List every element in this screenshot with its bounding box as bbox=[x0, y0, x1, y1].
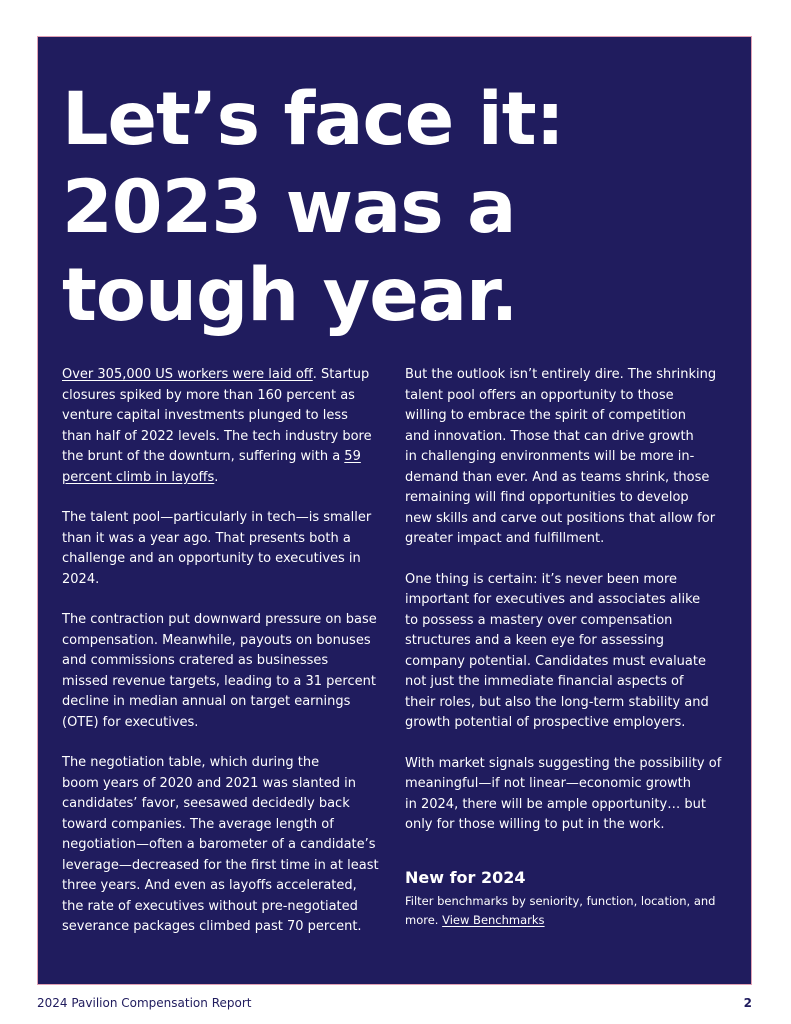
text-line: (OTE) for executives. bbox=[62, 714, 199, 730]
text-line: remaining will find opportunities to develop bbox=[405, 490, 689, 505]
paragraph-outlook bbox=[405, 365, 735, 550]
callout-description bbox=[405, 892, 735, 930]
text-line: But the outlook isn’t entirely dire. The shrinking bbox=[405, 367, 717, 382]
text-line: boom years of 2020 and 2021 was slanted in bbox=[62, 775, 356, 791]
text-line: than half of 2022 levels. The tech industry bore bbox=[62, 428, 372, 444]
layoff-climb-link-part2[interactable]: percent climb in layoffs bbox=[62, 469, 215, 485]
text-line: closures spiked by more than 160 percent as bbox=[62, 387, 355, 403]
text-line: leverage—decreased for the first time in at least bbox=[62, 857, 379, 873]
text-line: negotiation—often a barometer of a candidate’s bbox=[62, 837, 376, 852]
text-line: their roles, but also the long-term stability and bbox=[405, 694, 709, 710]
view-benchmarks-link[interactable]: View Benchmarks bbox=[442, 913, 545, 927]
text-line: challenge and an opportunity to executives in bbox=[62, 551, 361, 566]
text-line: three years. And even as layoffs accelerated, bbox=[62, 878, 357, 893]
text-line: missed revenue targets, leading to a 31 percent bbox=[62, 673, 376, 689]
text-line: not just the immediate financial aspects of bbox=[405, 674, 684, 689]
text-line: candidates’ favor, seesawed decidedly back bbox=[62, 796, 350, 811]
text-line: and innovation. Those that can drive growth bbox=[405, 428, 694, 444]
page-number: 2 bbox=[743, 996, 752, 1010]
text-line bbox=[62, 365, 382, 386]
text-line: than it was a year ago. That presents both a bbox=[62, 530, 351, 546]
right-column bbox=[405, 365, 735, 856]
text-line: demand than ever. And as teams shrink, those bbox=[405, 469, 710, 485]
text-line: talent pool offers an opportunity to those bbox=[405, 387, 674, 403]
text-fragment: the brunt of the downturn, suffering with a bbox=[62, 449, 345, 464]
layoff-climb-link-part1[interactable]: 59 bbox=[344, 449, 361, 464]
text-line: 2024. bbox=[62, 571, 100, 587]
text-line: Filter benchmarks by seniority, function, location, and bbox=[405, 894, 716, 908]
text-line: structures and a keen eye for assessing bbox=[405, 633, 665, 648]
text-line: With market signals suggesting the possibility of bbox=[405, 755, 722, 771]
text-line: greater impact and fulfillment. bbox=[405, 531, 605, 546]
text-line: in 2024, there will be ample opportunity… but bbox=[405, 796, 706, 812]
text-fragment: . Startup bbox=[312, 367, 370, 382]
text-line: The talent pool—particularly in tech—is smaller bbox=[62, 510, 372, 525]
paragraph-layoffs bbox=[62, 365, 382, 488]
text-line: compensation. Meanwhile, payouts on bonuses bbox=[62, 632, 371, 648]
text-fragment: more. bbox=[405, 913, 443, 927]
page-footer bbox=[37, 994, 752, 1012]
headline-line: tough year. bbox=[62, 253, 518, 338]
callout-title: New for 2024 bbox=[405, 868, 526, 887]
text-line: One thing is certain: it’s never been more bbox=[405, 571, 678, 587]
paragraph-talent-pool bbox=[62, 508, 382, 590]
text-line bbox=[405, 911, 735, 930]
left-column bbox=[62, 365, 382, 958]
text-line: The contraction put downward pressure on base bbox=[62, 612, 377, 627]
text-line bbox=[62, 447, 382, 468]
text-line: The negotiation table, which during the bbox=[62, 755, 320, 770]
paragraph-market-signals bbox=[405, 754, 735, 836]
text-line: severance packages climbed past 70 percent. bbox=[62, 919, 362, 934]
text-line: to possess a mastery over compensation bbox=[405, 612, 673, 628]
text-line: in challenging environments will be more in- bbox=[405, 449, 695, 464]
text-line: company potential. Candidates must evaluate bbox=[405, 653, 706, 669]
new-for-2024-callout bbox=[405, 866, 735, 930]
text-line: meaningful—if not linear—economic growth bbox=[405, 776, 691, 791]
paragraph-negotiation bbox=[62, 753, 382, 938]
text-line: and commissions cratered as businesses bbox=[62, 653, 329, 668]
text-line: new skills and carve out positions that allow for bbox=[405, 510, 716, 526]
report-title: 2024 Pavilion Compensation Report bbox=[37, 996, 252, 1010]
text-line: the rate of executives without pre-negotiated bbox=[62, 898, 358, 914]
paragraph-certain bbox=[405, 570, 735, 734]
layoffs-link[interactable]: Over 305,000 US workers were laid off bbox=[62, 367, 313, 382]
paragraph-contraction bbox=[62, 610, 382, 733]
text-line: toward companies. The average length of bbox=[62, 816, 334, 832]
text-line: important for executives and associates alike bbox=[405, 592, 701, 607]
headline-line: 2023 was a bbox=[62, 165, 516, 250]
text-line: venture capital investments plunged to less bbox=[62, 408, 348, 423]
text-line bbox=[62, 468, 382, 489]
text-line: decline in median annual on target earnings bbox=[62, 694, 351, 709]
text-line: only for those willing to put in the work. bbox=[405, 817, 665, 832]
text-fragment: . bbox=[214, 469, 219, 485]
headline-line: Let’s face it: bbox=[62, 77, 564, 162]
text-line: growth potential of prospective employers. bbox=[405, 715, 686, 730]
text-line: willing to embrace the spirit of competition bbox=[405, 408, 686, 423]
page-headline bbox=[62, 76, 602, 340]
